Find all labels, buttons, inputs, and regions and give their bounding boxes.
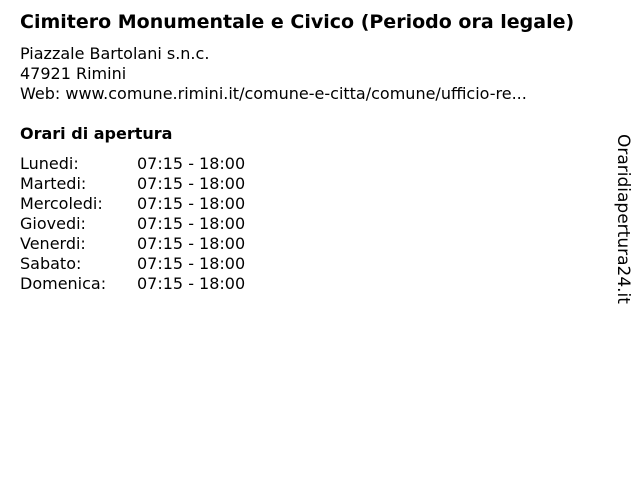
time-range: 07:15 - 18:00 <box>137 234 246 253</box>
address-block <box>20 44 527 104</box>
day-label: Sabato: <box>20 254 82 273</box>
opening-hours-heading: Orari di apertura <box>20 124 173 143</box>
brand-text: Oraridiapertura24.it <box>613 134 633 304</box>
hours-row-monday <box>20 154 245 174</box>
hours-row-friday <box>20 234 245 254</box>
time-range: 07:15 - 18:00 <box>137 214 246 233</box>
hours-row-tuesday <box>20 174 245 194</box>
time-range: 07:15 - 18:00 <box>137 194 246 213</box>
hours-row-saturday <box>20 254 245 274</box>
day-label: Domenica: <box>20 274 107 293</box>
hours-row-sunday <box>20 274 245 294</box>
time-range: 07:15 - 18:00 <box>137 154 246 173</box>
opening-hours-table <box>20 154 245 294</box>
time-range: 07:15 - 18:00 <box>137 274 246 293</box>
hours-row-thursday <box>20 214 245 234</box>
day-label: Mercoledi: <box>20 194 103 213</box>
time-range: 07:15 - 18:00 <box>137 254 246 273</box>
time-range: 07:15 - 18:00 <box>137 174 246 193</box>
hours-row-wednesday <box>20 194 245 214</box>
address-city: 47921 Rimini <box>20 64 127 83</box>
day-label: Martedi: <box>20 174 87 193</box>
day-label: Giovedi: <box>20 214 86 233</box>
page-title: Cimitero Monumentale e Civico (Periodo ora legale) <box>20 11 575 33</box>
brand-watermark <box>612 134 634 309</box>
address-web-link[interactable]: Web: www.comune.rimini.it/comune-e-citta/comune/ufficio-re... <box>20 84 527 103</box>
address-street: Piazzale Bartolani s.n.c. <box>20 44 210 63</box>
day-label: Venerdi: <box>20 234 86 253</box>
day-label: Lunedi: <box>20 154 79 173</box>
